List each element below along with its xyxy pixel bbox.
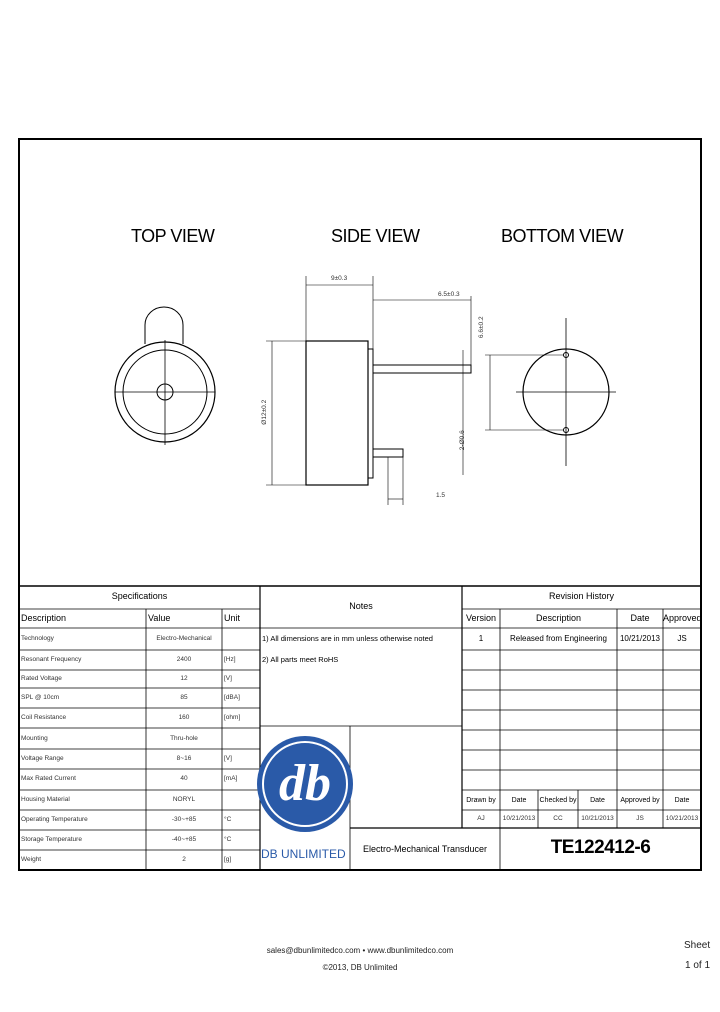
db-logo-mark [257,736,353,832]
signoff-drawn-date: 10/21/2013 [502,815,536,822]
signoff-header-drawn-by: Drawn by [466,797,496,804]
specs-header-unit: Unit [224,613,241,623]
spec-row-unit: °C [224,816,232,823]
sheet-value: 1 of 1 [685,960,711,971]
dim-height-label: 9±0.3 [331,275,348,282]
product-name: Electro-Mechanical Transducer [362,844,488,854]
revision-header-description: Description [535,613,582,623]
spec-row-value: NORYL [172,796,196,803]
dim-pin-diameter-label: 2-Ø0.6 [458,430,466,451]
spec-row-value: 160 [178,714,190,721]
note-item: 1) All dimensions are in mm unless otherwise noted [262,634,433,643]
spec-row-value: -30~+85 [171,816,197,823]
spec-row-description: Voltage Range [21,755,64,762]
dim-diameter-label: Ø12±0.2 [260,399,268,425]
top-view-tab [145,307,183,325]
top-view-title: TOP VIEW [131,226,215,246]
signoff-header-checked-by: Checked by [539,797,577,804]
spec-row-description: SPL @ 10cm [21,694,60,701]
note-item: 2) All parts meet RoHS [262,655,339,664]
revision-title: Revision History [548,591,615,601]
side-view-base [368,349,373,478]
spec-row-unit: [dBA] [224,694,240,701]
part-number: TE122412-6 [550,837,651,858]
spec-row-description: Max Rated Current [21,775,76,782]
spec-row-description: Resonant Frequency [21,656,82,663]
spec-row-unit: [mA] [224,775,238,782]
footer-contact: sales@dbunlimitedco.com • www.dbunlimitedco.com [266,946,454,955]
side-view-drawing [266,276,471,505]
spec-row-unit: °C [224,836,232,843]
side-view-pin-top [373,365,471,373]
revision-header-date: Date [630,613,650,623]
specs-title: Specifications [111,591,168,601]
logo-wordmark: DB UNLIMITED [261,847,346,861]
side-view-pin-bottom [373,449,403,457]
specs-header-description: Description [21,613,67,623]
revision-header-approved: Approved [663,613,702,623]
revision-row-date: 10/21/2013 [619,634,661,643]
spec-row-value: 8~16 [176,755,192,762]
spec-row-value: 2 [182,856,186,863]
revision-row-description: Released from Engineering [510,634,607,643]
spec-row-description: Storage Temperature [21,836,82,843]
logo-monogram: db [279,755,331,812]
spec-row-value: 40 [180,775,188,782]
spec-row-description: Operating Temperature [21,816,88,823]
revision-row-version: 1 [478,634,484,643]
spec-row-unit: [Hz] [224,656,236,663]
bottom-view-title: BOTTOM VIEW [501,226,624,246]
notes-title: Notes [349,601,373,611]
spec-row-unit: [V] [224,675,232,682]
title-block-grid [19,586,701,870]
signoff-drawn-by: AJ [477,815,485,822]
spec-row-value: 12 [180,675,188,682]
dim-pin-spacing-label: 6.6±0.2 [477,316,485,339]
specs-header-value: Value [148,613,171,623]
footer-copyright: ©2013, DB Unlimited [322,963,398,972]
side-view-body [306,341,368,485]
signoff-header-date: Date [511,797,527,804]
revision-row-approved: JS [677,634,687,643]
spec-row-description: Technology [21,635,54,642]
signoff-checked-date: 10/21/2013 [581,815,614,822]
signoff-header-date: Date [590,797,605,804]
spec-row-value: -40~+85 [171,836,197,843]
signoff-header-approved-by: Approved by [620,797,660,804]
signoff-approved-by: JS [636,815,644,822]
sheet-label: Sheet [684,940,711,951]
dim-pin-length-label: 6.5±0.3 [438,291,460,298]
spec-row-unit: [V] [224,755,232,762]
spec-row-description: Rated Voltage [21,675,62,682]
top-view-drawing [115,307,215,445]
spec-row-description: Weight [21,856,42,863]
side-view-title: SIDE VIEW [331,226,420,246]
spec-row-value: 85 [180,694,188,701]
bottom-view-drawing [485,318,616,466]
signoff-header-date: Date [674,797,690,804]
dim-pin-offset-label: 1.5 [436,492,446,499]
signoff-checked-by: CC [553,815,563,822]
revision-header-version: Version [465,613,497,623]
spec-row-unit: [g] [224,856,232,863]
spec-row-value: Electro-Mechanical [156,635,212,642]
spec-row-description: Coil Resistance [21,714,67,721]
signoff-approved-date: 10/21/2013 [665,815,699,822]
spec-row-description: Mounting [21,735,48,742]
spec-row-value: 2400 [176,656,192,663]
spec-row-description: Housing Material [21,796,70,803]
spec-row-value: Thru-hole [170,735,198,742]
spec-row-unit: [ohm] [224,714,241,721]
